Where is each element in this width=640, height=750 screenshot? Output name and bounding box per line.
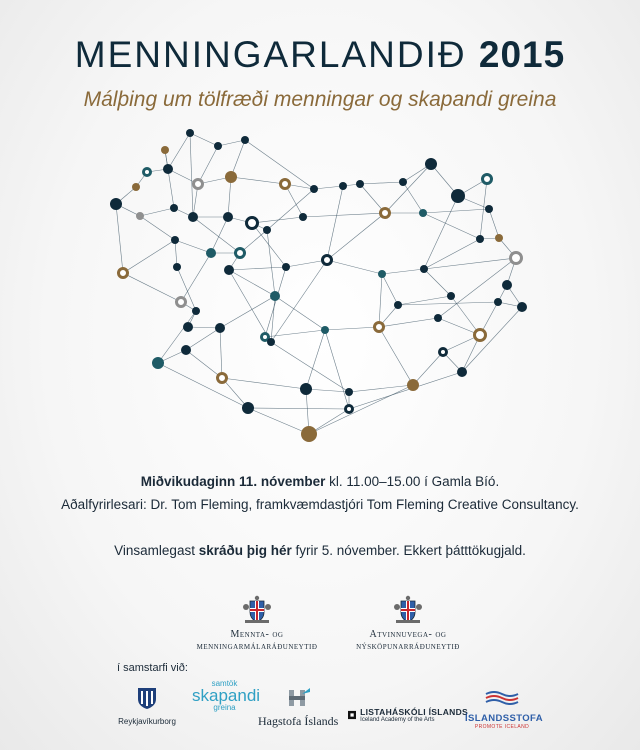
- network-node: [161, 146, 169, 154]
- network-edge: [228, 177, 231, 217]
- network-edge: [306, 389, 349, 392]
- network-node: [263, 226, 271, 234]
- network-node: [425, 158, 437, 170]
- network-edge: [193, 217, 240, 253]
- network-edge: [265, 267, 286, 337]
- network-node: [194, 180, 203, 189]
- network-node: [420, 265, 428, 273]
- network-node: [214, 142, 222, 150]
- network-edge: [424, 239, 480, 269]
- event-date-line: [0, 474, 640, 489]
- page-subtitle: Málþing um tölfræði menningar og skapandi greina: [83, 88, 557, 111]
- network-node: [152, 357, 164, 369]
- network-node: [241, 136, 249, 144]
- lhi-square-icon: [348, 710, 356, 720]
- islandsstofa-logo: [465, 690, 543, 730]
- skapandi-line-3: greina: [213, 703, 236, 712]
- network-edge: [248, 408, 309, 434]
- network-node: [440, 349, 447, 356]
- network-node: [225, 171, 237, 183]
- network-edge: [424, 269, 451, 296]
- network-node: [399, 178, 407, 186]
- network-node: [451, 189, 465, 203]
- network-edge: [267, 230, 275, 296]
- network-node: [375, 323, 384, 332]
- hagstofa-symbol-icon: [285, 688, 311, 708]
- network-node: [483, 175, 492, 184]
- network-edge: [229, 270, 271, 342]
- islandsstofa-wave-icon: [482, 690, 522, 706]
- islandsstofa-name: ÍSLANDSSTOFA: [465, 713, 543, 724]
- network-node: [218, 374, 227, 383]
- network-node: [475, 330, 486, 341]
- network-edge: [231, 177, 285, 184]
- icelandic-crest-icon: [242, 595, 272, 625]
- network-node: [457, 367, 467, 377]
- network-node: [381, 209, 390, 218]
- reykjavik-logo: [112, 686, 182, 726]
- network-edge: [220, 296, 275, 328]
- network-edge: [222, 378, 306, 389]
- network-node: [407, 379, 419, 391]
- network-edge: [265, 330, 325, 337]
- network-edge: [248, 408, 349, 409]
- network-node: [345, 388, 353, 396]
- ministry-education-name-1: Mennta- og: [230, 629, 284, 640]
- network-edge: [327, 260, 382, 274]
- network-edge: [462, 307, 522, 372]
- network-edge: [489, 209, 499, 238]
- network-node: [378, 270, 386, 278]
- hagstofa-logo: [258, 688, 338, 729]
- network-node: [310, 185, 318, 193]
- lhi-subname: Iceland Academy of the Arts: [360, 717, 435, 723]
- network-edge: [424, 196, 458, 269]
- network-edge: [168, 133, 190, 169]
- network-edge: [271, 296, 275, 342]
- network-node: [177, 298, 186, 307]
- network-edge: [303, 213, 385, 217]
- network-edge: [424, 258, 516, 269]
- network-node: [419, 209, 427, 217]
- partners-label: í samstarfi við:: [117, 662, 188, 674]
- network-node: [301, 426, 317, 442]
- network-node: [215, 323, 225, 333]
- network-node: [321, 326, 329, 334]
- network-node: [485, 205, 493, 213]
- network-edge: [379, 318, 438, 327]
- network-edge: [218, 140, 245, 146]
- network-node: [267, 338, 275, 346]
- network-edge: [360, 182, 403, 184]
- network-edge: [379, 274, 382, 327]
- network-node: [186, 129, 194, 137]
- network-node: [511, 253, 522, 264]
- network-node: [181, 345, 191, 355]
- network-node: [119, 269, 128, 278]
- ministry-education-logo: [172, 595, 342, 653]
- network-edge: [403, 182, 423, 213]
- network-edge: [423, 209, 489, 213]
- network-edge: [165, 150, 174, 208]
- network-node: [346, 406, 353, 413]
- network-node: [502, 280, 512, 290]
- network-edge: [349, 372, 462, 409]
- network-node: [323, 256, 332, 265]
- listahaskoli-logo: [348, 707, 468, 723]
- network-edge: [382, 269, 424, 274]
- network-edge: [271, 260, 327, 342]
- network-edge: [309, 385, 413, 434]
- lhi-name: LISTAHÁSKÓLI ÍSLANDS: [360, 707, 468, 717]
- network-node: [206, 248, 216, 258]
- network-edge: [306, 330, 325, 389]
- network-edge: [382, 274, 398, 305]
- network-edge: [267, 189, 314, 230]
- network-node: [171, 236, 179, 244]
- network-edge: [190, 133, 193, 217]
- network-node: [132, 183, 140, 191]
- network-node: [192, 307, 200, 315]
- network-edge: [252, 217, 303, 223]
- hagstofa-name: Hagstofa Íslands: [258, 714, 339, 728]
- keynote-line: Aðalfyrirlesari: Dr. Tom Fleming, framkvæmdastjóri Tom Fleming Creative Consultancy.: [61, 497, 579, 512]
- network-edge: [271, 342, 349, 392]
- network-node: [188, 212, 198, 222]
- network-edge: [385, 164, 431, 213]
- network-node: [356, 180, 364, 188]
- network-node: [434, 314, 442, 322]
- registration-link[interactable]: skráðu þig hér: [198, 543, 292, 558]
- title-text: MENNINGARLANDIÐ: [74, 34, 467, 75]
- network-edge: [190, 133, 218, 146]
- network-edge: [116, 204, 123, 273]
- network-node: [163, 164, 173, 174]
- network-node: [262, 334, 269, 341]
- skapandi-greina-logo: [192, 679, 261, 712]
- network-node: [394, 301, 402, 309]
- network-node: [447, 292, 455, 300]
- network-edge: [286, 260, 327, 267]
- network-edge: [413, 352, 443, 385]
- network-node: [183, 322, 193, 332]
- network-node: [173, 263, 181, 271]
- registration-suffix: fyrir 5. nóvember. Ekkert þátttökugjald.: [291, 543, 526, 558]
- network-node: [270, 291, 280, 301]
- network-edge: [198, 146, 218, 184]
- network-node: [339, 182, 347, 190]
- event-time-place: kl. 11.00–15.00 í Gamla Bíó.: [325, 474, 500, 489]
- network-node: [282, 263, 290, 271]
- skapandi-line-1: samtök: [211, 679, 238, 688]
- icelandic-crest-icon: [393, 595, 423, 625]
- network-edge: [140, 216, 175, 240]
- network-node: [242, 402, 254, 414]
- network-node: [476, 235, 484, 243]
- network-edge: [229, 270, 275, 296]
- registration-prefix: Vinsamlegast: [114, 543, 199, 558]
- network-edge: [175, 240, 211, 253]
- network-edge: [186, 328, 220, 350]
- network-edge: [220, 328, 222, 378]
- event-date: Miðvikudaginn 11. nóvember: [140, 474, 326, 489]
- network-edge: [423, 213, 480, 239]
- network-edge: [140, 208, 174, 216]
- network-node: [247, 218, 258, 229]
- reykjavik-name: Reykjavíkurborg: [118, 717, 176, 726]
- network-node: [170, 204, 178, 212]
- title-year: 2015: [478, 34, 566, 75]
- network-node: [494, 298, 502, 306]
- network-node: [136, 212, 144, 220]
- network-node: [144, 169, 151, 176]
- network-edge: [314, 186, 343, 189]
- network-edge: [186, 350, 222, 378]
- islandsstofa-tagline: PROMOTE ICELAND: [474, 724, 530, 730]
- network-edge: [123, 273, 181, 302]
- network-node: [517, 302, 527, 312]
- network-node: [224, 265, 234, 275]
- skapandi-line-2: skapandi: [192, 686, 261, 705]
- network-node: [300, 383, 312, 395]
- network-node: [299, 213, 307, 221]
- network-edge: [123, 240, 175, 273]
- registration-line: [0, 543, 640, 558]
- network-edge: [325, 330, 349, 409]
- network-edge: [158, 311, 196, 363]
- network-edge: [379, 327, 413, 385]
- network-node: [110, 198, 122, 210]
- page-title: [0, 34, 640, 76]
- network-edge: [175, 240, 177, 267]
- ministry-industries-name-1: Atvinnuvega- og: [369, 629, 447, 640]
- ministry-industries-logo: [323, 595, 493, 653]
- network-edge: [211, 217, 228, 253]
- network-node: [223, 212, 233, 222]
- network-edge: [229, 267, 286, 270]
- network-node: [495, 234, 503, 242]
- ministry-industries-name-2: nýsköpunarráðuneytið: [356, 641, 460, 652]
- network-edge: [181, 253, 211, 302]
- ministry-education-name-2: menningarmálaráðuneytið: [196, 641, 318, 652]
- network-node: [281, 180, 290, 189]
- network-edge: [158, 363, 248, 408]
- network-edge: [325, 327, 379, 330]
- reykjavik-shield-icon: [136, 686, 158, 710]
- network-node: [236, 249, 245, 258]
- iceland-network-illustration: [100, 120, 540, 450]
